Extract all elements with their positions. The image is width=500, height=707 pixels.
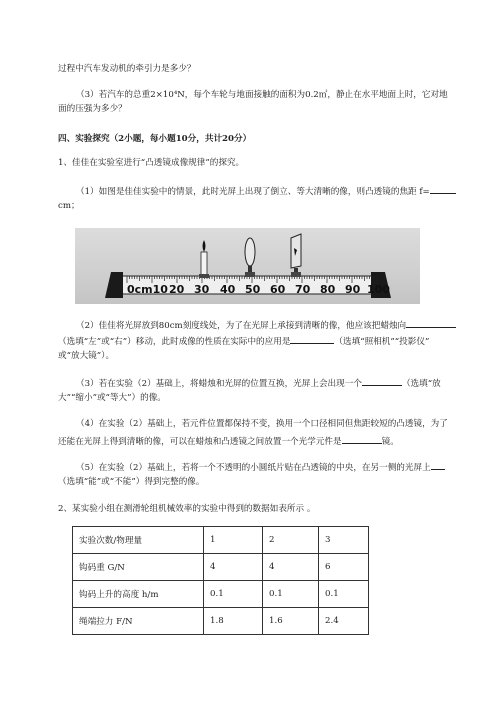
- table-cell: 4: [204, 554, 263, 581]
- ruler-label-30: 30: [194, 283, 210, 296]
- table-row: [73, 527, 369, 554]
- q1-part2-text3: （选填“照相机”“投影仪”: [334, 337, 430, 347]
- q3-part3-line1: （3）若汽车的总重2×10⁴N，每个车轮与地面接触的面积为0.2㎡，静止在水平地面上时，它对地: [76, 90, 448, 100]
- table-cell: 1: [204, 527, 263, 554]
- table-row: [73, 608, 369, 635]
- application-blank[interactable]: [290, 334, 334, 344]
- candle-direction-blank[interactable]: [406, 318, 456, 328]
- table-row: [73, 581, 369, 608]
- question-2-intro: 2、某实验小组在测滑轮组机械效率的实验中得到的数据如表所示 。: [58, 504, 316, 514]
- q1-part4-text: 还能在光屏上得到清晰的像，可以在蜡烛和凸透镜之间放置一个光学元件是: [58, 437, 342, 447]
- optical-bench-photo: [75, 228, 420, 304]
- ruler-label-0: 0cm10: [127, 283, 168, 296]
- ruler-label-20: 20: [169, 283, 185, 296]
- ruler-label-100: 100: [367, 283, 390, 296]
- q3-part3-line2: 面的压强为多少？: [58, 104, 127, 114]
- q1-part3-text2: （选填“放: [401, 379, 441, 389]
- pulley-efficiency-table: [72, 526, 369, 635]
- table-cell: 0.1: [319, 581, 369, 608]
- q1-part4-text2: 镜。: [381, 437, 399, 447]
- q1-part5-text: （5）在实验（2）基础上，若将一个不透明的小圆纸片贴在凸透镜的中央，在另一侧的光屏上: [76, 463, 431, 473]
- q1-part5-line2: （选填“能”或“不能”）得到完整的像。: [58, 477, 205, 487]
- q1-part3-line1: [76, 376, 441, 390]
- q1-part4-line1: （4）在实验（2）基础上，若元件位置都保持不变，换用一个口径相同但焦距较短的凸透镜，为了: [76, 419, 448, 429]
- q1-part3-line2: 大”“缩小”或“等大”）的像。: [58, 393, 166, 403]
- table-cell: 0.1: [263, 581, 319, 608]
- q1-part1-text: （1）如图是佳佳实验中的情景，此时光屏上出现了倒立、等大清晰的像，则凸透镜的焦距 f=: [76, 187, 430, 197]
- complete-image-blank[interactable]: [431, 460, 445, 470]
- table-cell: 1.6: [263, 608, 319, 635]
- table-cell: 钩码上升的高度 h/m: [73, 581, 204, 608]
- table-cell: 3: [319, 527, 369, 554]
- q1-part1-line1: [76, 184, 456, 198]
- section-heading: 四、实验探究（2小题，每小题10分，共计20分）: [58, 134, 252, 144]
- q3-continuation-line1: 过程中汽车发动机的牵引力是多少？: [58, 64, 196, 74]
- ruler-label-60: 60: [270, 283, 286, 296]
- ruler-label-70: 70: [295, 283, 311, 296]
- question-1-intro: 1、佳佳在实验室进行“凸透镜成像规律”的探究。: [58, 158, 245, 168]
- q1-part2-line1: [76, 318, 456, 332]
- table-cell: 2: [263, 527, 319, 554]
- q1-part2-text: （2）佳佳将光屏放到80cm刻度线处，为了在光屏上承接到清晰的像，他应该把蜡烛向: [76, 321, 407, 331]
- ruler-label-80: 80: [320, 283, 336, 296]
- q1-part2-line3: 或“放大镜”）。: [58, 351, 115, 361]
- table-cell: 1.8: [204, 608, 263, 635]
- optical-element-blank[interactable]: [342, 434, 382, 444]
- table-cell: 钩码重 G/N: [73, 554, 204, 581]
- q1-part1-line2: cm；: [58, 201, 80, 211]
- ruler-label-50: 50: [245, 283, 261, 296]
- table-cell: 4: [263, 554, 319, 581]
- table-cell: 0.1: [204, 581, 263, 608]
- table-row: [73, 554, 369, 581]
- table-cell: 2.4: [319, 608, 369, 635]
- ruler-label-40: 40: [220, 283, 236, 296]
- table-cell: 6: [319, 554, 369, 581]
- table-cell: 实验次数/物理量: [73, 527, 204, 554]
- table-cell: 绳端拉力 F/N: [73, 608, 204, 635]
- focal-length-blank[interactable]: [430, 184, 456, 194]
- q1-part2-text2: （选填“左”或“右”）移动，此时成像的性质在实际中的应用是: [58, 337, 291, 347]
- q1-part5-line1: [76, 460, 445, 474]
- q1-part3-text: （3）若在实验（2）基础上，将蜡烛和光屏的位置互换，光屏上会出现一个: [76, 379, 362, 389]
- q1-part4-line2: [58, 434, 399, 448]
- q1-part2-line2: [58, 334, 429, 348]
- image-size-blank[interactable]: [362, 376, 402, 386]
- ruler-label-90: 90: [345, 283, 361, 296]
